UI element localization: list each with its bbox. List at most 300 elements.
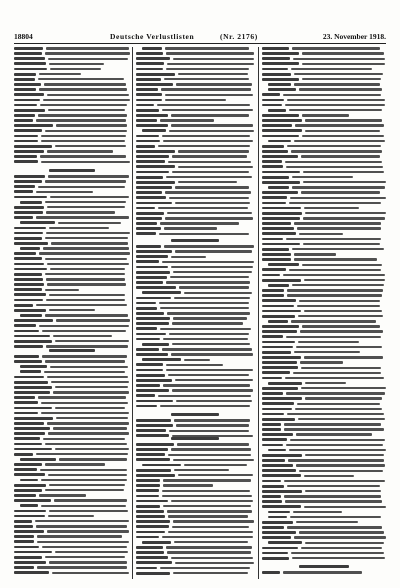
- entry-name: [262, 325, 299, 328]
- entry-text: [302, 52, 384, 54]
- entry-name: [136, 104, 154, 107]
- entry-name: [262, 335, 283, 338]
- entry-name: [14, 119, 33, 122]
- entry-text: [166, 176, 253, 178]
- entry-text: [302, 135, 385, 137]
- entry-text: [297, 305, 380, 307]
- entry-text: [47, 263, 130, 265]
- entry-name: [20, 365, 47, 368]
- entry-text: [48, 474, 127, 476]
- entry-name: [136, 400, 173, 403]
- entry-name: [136, 536, 159, 539]
- entry-name: [136, 419, 171, 422]
- entry-text: [287, 413, 384, 415]
- entry-name: [136, 186, 172, 189]
- entry-name: [14, 73, 36, 76]
- entry-name: [142, 343, 169, 346]
- entry-text: [177, 443, 249, 445]
- entry-text: [43, 247, 130, 249]
- entry-name: [136, 276, 167, 279]
- entry-name: [14, 293, 46, 296]
- entry-text: [160, 405, 250, 407]
- entry-name: [262, 454, 302, 457]
- entry-name: [136, 222, 157, 225]
- entry-name: [262, 433, 293, 436]
- entry-text: [45, 201, 126, 203]
- entry-name: [268, 511, 290, 514]
- entry-name: [14, 185, 35, 188]
- entry-text: [172, 343, 251, 345]
- entry-name: [136, 155, 169, 158]
- entry-name: [136, 448, 168, 451]
- entry-name: [262, 145, 284, 148]
- entry-name: [262, 93, 280, 96]
- entry-name: [14, 109, 45, 112]
- entry-text: [49, 227, 109, 229]
- entry-text: [304, 207, 359, 209]
- entry-text: [56, 319, 130, 321]
- entry-text: [162, 495, 252, 497]
- entry-name: [262, 217, 300, 220]
- entry-name: [262, 500, 282, 503]
- entry-name: [136, 217, 162, 220]
- entry-text: [40, 469, 126, 471]
- entry-text: [298, 315, 383, 317]
- entry-text: [45, 289, 80, 291]
- entry-name: [136, 424, 173, 427]
- entry-name: [262, 232, 296, 235]
- entry-name: [14, 453, 33, 456]
- text-column-1: [14, 47, 130, 579]
- entry-name: [136, 484, 160, 487]
- entry-name: [262, 212, 302, 215]
- entry-name: [262, 423, 281, 426]
- entry-text: [292, 284, 385, 286]
- entry-text: [171, 256, 206, 258]
- entry-name: [268, 284, 289, 287]
- entry-text: [159, 233, 249, 235]
- entry-name: [268, 320, 288, 323]
- section-heading: [49, 349, 95, 352]
- entry-text: [305, 454, 384, 456]
- entry-text: [46, 278, 125, 280]
- entry-text: [171, 114, 249, 116]
- entry-name: [262, 222, 291, 225]
- entry-name: [14, 417, 53, 420]
- entry-name: [14, 155, 37, 158]
- entry-name: [262, 68, 288, 71]
- entry-text: [169, 197, 249, 199]
- entry-name: [14, 47, 43, 50]
- entry-text: [42, 355, 127, 357]
- entry-text: [41, 412, 129, 414]
- entry-name: [262, 289, 284, 292]
- entry-name: [262, 531, 296, 534]
- entry-text: [285, 500, 382, 502]
- entry-name: [14, 407, 52, 410]
- entry-text: [55, 407, 125, 409]
- entry-text: [285, 104, 386, 106]
- entry-text: [301, 547, 382, 549]
- entry-name: [14, 520, 32, 523]
- entry-text: [179, 286, 249, 288]
- entry-name: [262, 73, 291, 76]
- entry-text: [44, 83, 126, 85]
- entry-text: [299, 531, 384, 533]
- entry-text: [44, 371, 125, 373]
- entry-text: [296, 464, 385, 466]
- entry-text: [172, 322, 243, 324]
- entry-text: [287, 294, 382, 296]
- entry-text: [40, 155, 126, 157]
- entry-name: [262, 526, 284, 529]
- text-column-2: [136, 47, 254, 579]
- entry-text: [166, 546, 252, 548]
- entry-text: [291, 320, 376, 322]
- entry-name: [136, 327, 157, 330]
- entry-text: [50, 268, 125, 270]
- entry-text: [290, 197, 386, 199]
- entry-name: [136, 561, 172, 564]
- entry-text: [39, 325, 129, 327]
- entry-text: [169, 333, 249, 335]
- entry-text: [45, 130, 128, 132]
- entry-text: [36, 191, 94, 193]
- entry-name: [14, 83, 41, 86]
- entry-name: [14, 448, 52, 451]
- entry-text: [39, 494, 86, 496]
- entry-text: [284, 423, 380, 425]
- entry-text: [301, 387, 386, 389]
- entry-text: [173, 317, 247, 319]
- entry-name: [262, 371, 290, 374]
- entry-name: [142, 541, 171, 544]
- entry-text: [45, 489, 125, 491]
- entry-text: [49, 63, 104, 65]
- entry-name: [14, 257, 42, 260]
- entry-text: [47, 94, 129, 96]
- entry-text: [302, 264, 382, 266]
- entry-name: [262, 495, 281, 498]
- entry-text: [283, 94, 381, 96]
- entry-text: [59, 458, 127, 460]
- entry-name: [262, 505, 301, 508]
- entry-name: [268, 516, 287, 519]
- entry-name: [142, 291, 181, 294]
- entry-name: [136, 160, 165, 163]
- entry-text: [167, 312, 250, 314]
- entry-name: [14, 494, 36, 497]
- entry-name: [136, 348, 159, 351]
- entry-text: [184, 292, 252, 294]
- entry-text: [49, 484, 126, 486]
- entry-name: [136, 62, 164, 65]
- entry-name: [14, 135, 38, 138]
- entry-text: [45, 273, 125, 275]
- entry-text: [299, 300, 381, 302]
- entry-text: [37, 541, 129, 543]
- entry-name: [142, 464, 181, 467]
- entry-name: [262, 114, 299, 117]
- entry-text: [304, 310, 382, 312]
- entry-text: [46, 211, 116, 213]
- entry-name: [14, 422, 44, 425]
- casualty-list-text: [262, 47, 386, 579]
- entry-name: [262, 351, 291, 354]
- entry-text: [36, 525, 127, 527]
- entry-text: [55, 340, 130, 342]
- entry-text: [164, 245, 253, 247]
- entry-name: [14, 99, 40, 102]
- entry-name: [262, 444, 283, 447]
- entry-text: [284, 428, 385, 430]
- entry-text: [175, 250, 251, 252]
- entry-name: [262, 392, 283, 395]
- entry-name: [268, 109, 286, 112]
- entry-name: [136, 389, 169, 392]
- entry-name: [136, 495, 159, 498]
- entry-name: [14, 556, 42, 559]
- entry-text: [297, 403, 380, 405]
- entry-text: [178, 181, 237, 183]
- entry-text: [162, 135, 250, 137]
- entry-text: [291, 552, 384, 554]
- entry-name: [14, 78, 35, 81]
- entry-name: [262, 346, 293, 349]
- entry-name: [262, 171, 300, 174]
- entry-name: [262, 547, 298, 550]
- entry-text: [38, 78, 125, 80]
- entry-text: [286, 166, 383, 168]
- entry-text: [171, 557, 253, 559]
- text-column-3: [262, 47, 386, 579]
- entry-name: [262, 253, 291, 256]
- entry-text: [165, 99, 226, 101]
- entry-text: [45, 314, 128, 316]
- entry-text: [163, 479, 250, 481]
- entry-text: [171, 266, 253, 268]
- entry-text: [42, 330, 127, 332]
- entry-text: [173, 58, 254, 60]
- entry-text: [48, 58, 128, 60]
- entry-name: [14, 561, 46, 564]
- entry-text: [184, 464, 247, 466]
- entry-name: [14, 216, 33, 219]
- entry-text: [42, 546, 127, 548]
- entry-text: [287, 289, 383, 291]
- entry-name: [262, 413, 284, 416]
- entry-name: [136, 68, 163, 71]
- entry-name: [14, 273, 42, 276]
- entry-name: [136, 271, 170, 274]
- entry-text: [302, 114, 348, 116]
- entry-name: [268, 140, 291, 143]
- entry-text: [58, 222, 121, 224]
- entry-name: [136, 150, 175, 153]
- entry-name: [136, 171, 169, 174]
- entry-name: [262, 480, 281, 483]
- entry-name: [136, 374, 165, 377]
- entry-name: [14, 62, 46, 65]
- entry-name: [136, 405, 157, 408]
- entry-name: [262, 279, 301, 282]
- entry-text: [45, 556, 125, 558]
- entry-name: [136, 57, 170, 60]
- entry-text: [167, 212, 251, 214]
- casualty-list-text: [14, 47, 130, 579]
- entry-text: [176, 400, 252, 402]
- entry-name: [136, 266, 168, 269]
- entry-text: [50, 366, 128, 368]
- entry-text: [56, 417, 128, 419]
- entry-name: [14, 437, 40, 440]
- entry-name: [262, 135, 299, 138]
- column-divider: [132, 47, 133, 579]
- entry-name: [268, 263, 299, 266]
- entry-text: [163, 338, 247, 340]
- entry-text: [291, 68, 372, 70]
- entry-name: [136, 255, 168, 258]
- entry-name: [136, 510, 164, 513]
- entry-name: [20, 314, 42, 317]
- entry-name: [262, 99, 284, 102]
- entry-text: [162, 490, 250, 492]
- entry-name: [136, 394, 155, 397]
- entry-text: [45, 360, 125, 362]
- column-divider: [258, 47, 259, 579]
- entry-name: [136, 567, 157, 570]
- section-heading: [171, 239, 218, 242]
- entry-text: [286, 392, 386, 394]
- entry-text: [171, 124, 253, 126]
- entry-text: [163, 505, 251, 507]
- entry-name: [14, 386, 52, 389]
- entry-text: [294, 258, 377, 260]
- entry-text: [56, 124, 127, 126]
- entry-text: [166, 369, 253, 371]
- entry-text: [160, 119, 214, 121]
- entry-text: [301, 191, 380, 193]
- entry-name: [14, 396, 35, 399]
- page-title: Deutsche Verlustlisten: [110, 32, 195, 41]
- entry-text: [160, 307, 250, 309]
- entry-text: [157, 104, 250, 106]
- entry-text: [50, 196, 129, 198]
- entry-name: [136, 379, 172, 382]
- entry-text: [303, 171, 384, 173]
- entry-name: [14, 335, 50, 338]
- entry-name: [262, 227, 294, 230]
- entry-text: [294, 83, 380, 85]
- entry-text: [55, 551, 128, 553]
- entry-text: [172, 155, 247, 157]
- entry-text: [159, 302, 249, 304]
- entry-text: [50, 68, 101, 70]
- entry-text: [289, 269, 381, 271]
- entry-text: [46, 232, 130, 234]
- entry-name: [268, 382, 302, 385]
- entry-text: [46, 47, 130, 49]
- entry-name: [262, 361, 297, 364]
- entry-text: [37, 566, 127, 568]
- entry-text: [169, 130, 253, 132]
- entry-text: [164, 227, 217, 229]
- entry-text: [55, 145, 125, 147]
- entry-name: [14, 499, 51, 502]
- entry-name: [136, 572, 170, 575]
- entry-text: [286, 444, 383, 446]
- entry-text: [300, 330, 383, 332]
- entry-text: [164, 78, 249, 80]
- entry-name: [262, 438, 287, 441]
- section-heading: [299, 565, 349, 568]
- entry-name: [14, 540, 34, 543]
- entry-text: [286, 336, 381, 338]
- entry-text: [303, 217, 385, 219]
- entry-text: [287, 99, 384, 101]
- entry-text: [158, 145, 250, 147]
- entry-text: [53, 391, 130, 393]
- entry-name: [14, 263, 44, 266]
- entry-text: [165, 217, 253, 219]
- entry-name: [14, 530, 44, 533]
- entry-text: [172, 389, 253, 391]
- entry-text: [39, 73, 81, 75]
- entry-text: [292, 186, 385, 188]
- entry-text: [40, 104, 127, 106]
- entry-name: [136, 181, 175, 184]
- entry-name: [136, 78, 161, 81]
- entry-text: [38, 186, 125, 188]
- entry-name: [262, 202, 286, 205]
- entry-name: [14, 360, 42, 363]
- entry-text: [39, 88, 128, 90]
- entry-text: [45, 180, 126, 182]
- entry-text: [294, 351, 360, 353]
- entry-text: [298, 418, 385, 420]
- entry-text: [41, 161, 130, 163]
- entry-name: [14, 412, 38, 415]
- entry-name: [136, 353, 168, 356]
- entry-text: [173, 459, 254, 461]
- entry-name: [14, 211, 43, 214]
- entry-name: [14, 304, 33, 307]
- entry-name: [262, 181, 300, 184]
- entry-text: [168, 161, 250, 163]
- entry-name: [20, 504, 38, 507]
- entry-name: [136, 124, 168, 127]
- entry-text: [170, 276, 249, 278]
- entry-name: [262, 387, 298, 390]
- entry-text: [160, 222, 239, 224]
- entry-text: [43, 99, 130, 101]
- entry-name: [262, 408, 292, 411]
- entry-name: [136, 317, 170, 320]
- entry-text: [291, 150, 382, 152]
- entry-text: [49, 309, 94, 311]
- entry-name: [262, 176, 289, 179]
- entry-name: [262, 62, 299, 65]
- entry-name: [262, 310, 301, 313]
- entry-text: [48, 109, 125, 111]
- entry-name: [262, 356, 301, 359]
- entry-name: [14, 104, 37, 107]
- entry-text: [289, 202, 381, 204]
- entry-text: [304, 356, 383, 358]
- entry-text: [163, 384, 250, 386]
- entry-text: [47, 376, 128, 378]
- entry-text: [47, 150, 113, 152]
